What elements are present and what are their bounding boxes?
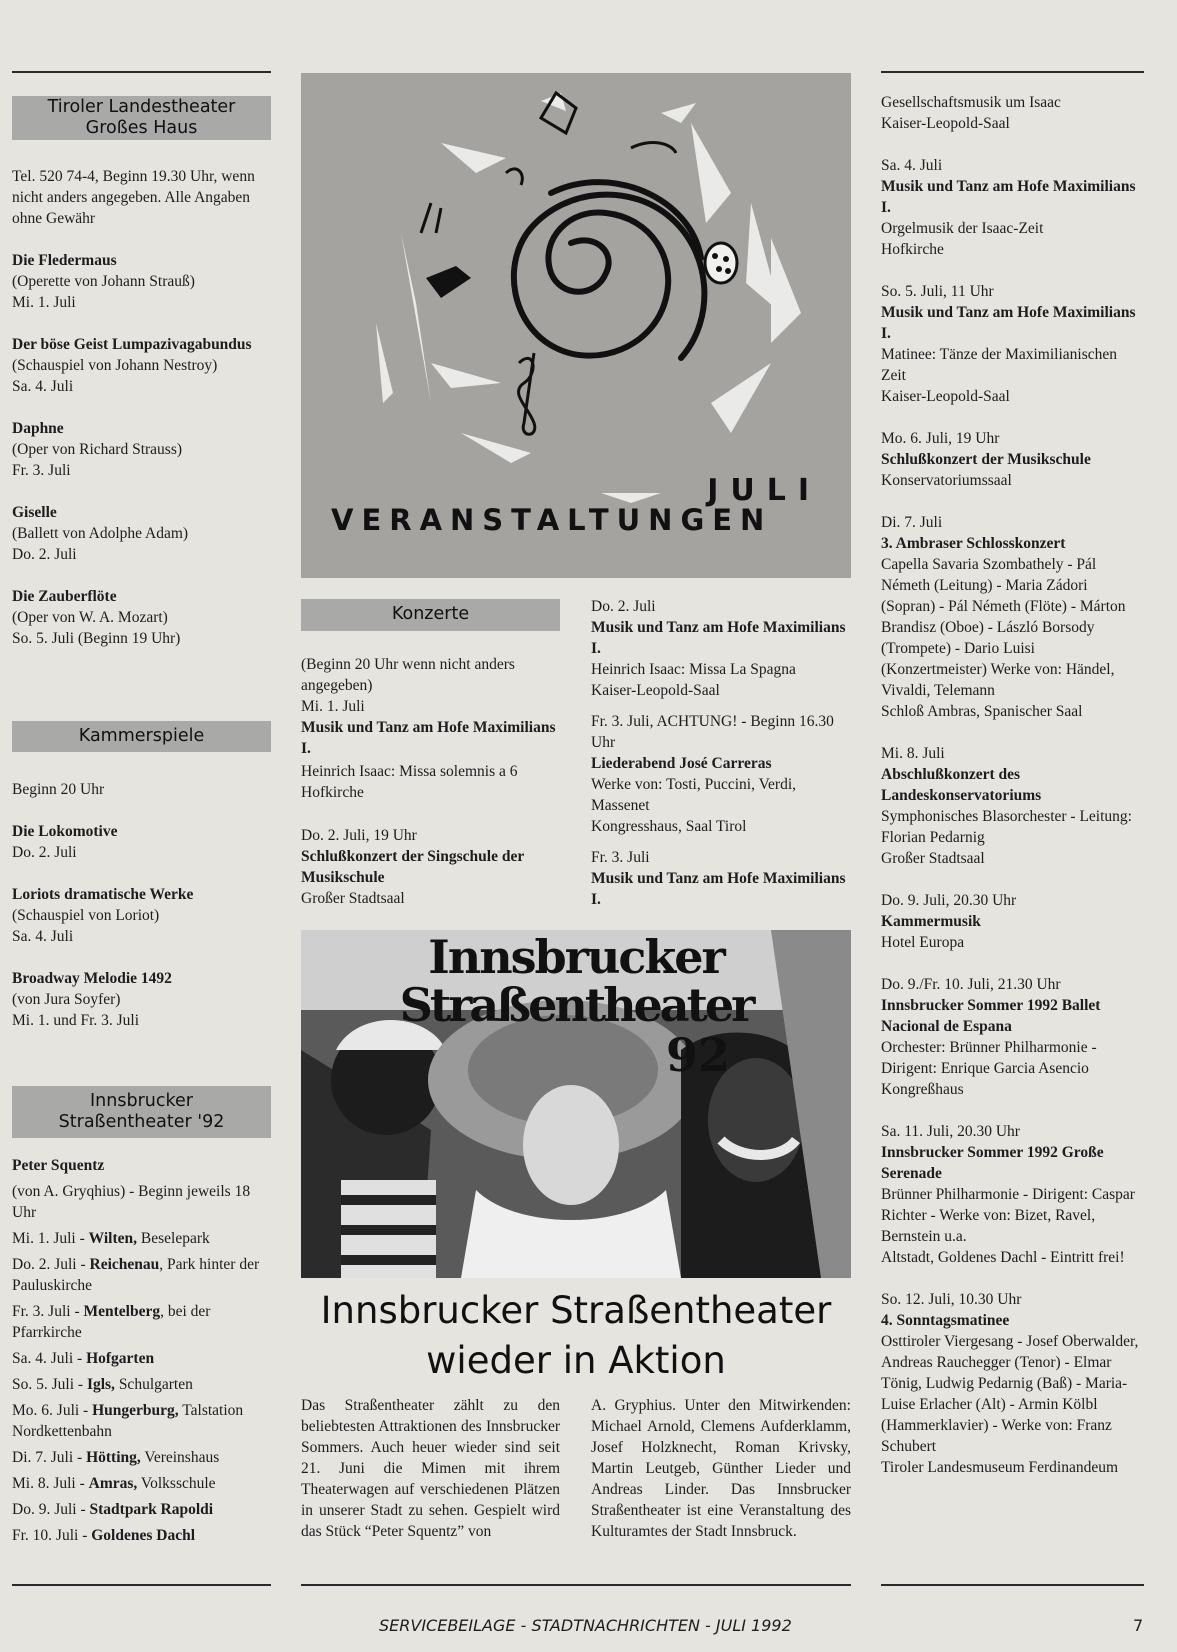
strassen-place: Reichenau <box>89 1256 160 1273</box>
event-loriot <box>12 884 271 947</box>
event-title: Daphne <box>12 420 64 437</box>
strassen-date: Do. 2. Juli - <box>12 1256 90 1273</box>
footer-text: SERVICEBEILAGE - STADTNACHRICHTEN - JULI 1992 <box>379 1616 792 1635</box>
strassen-place: Stadtpark Rapoldi <box>89 1501 214 1518</box>
konzerte-col-a <box>301 599 560 909</box>
konzert-date: Fr. 3. Juli <box>591 849 650 866</box>
strassen-place: Wilten, <box>88 1230 138 1247</box>
strassen-location: , Park hinter der Pauluskirche <box>12 1256 260 1294</box>
strassen-place: Amras, <box>88 1475 138 1492</box>
event-giselle <box>12 502 271 565</box>
strassen-date: Mo. 6. Juli - <box>12 1402 93 1419</box>
theater-intro: Tel. 520 74-4, Beginn 19.30 Uhr, wenn nicht anders angegeben. Alle Angaben ohne Gewähr <box>12 168 255 227</box>
bottom-rule-right <box>881 1584 1144 1586</box>
event-title: Giselle <box>12 504 57 521</box>
konzert-detail: Heinrich Isaac: Missa La Spagna <box>591 661 796 678</box>
right-event-title: Schlußkonzert der Musikschule <box>881 451 1091 468</box>
strassen-place: Hofgarten <box>86 1350 155 1367</box>
strassen-date: Sa. 4. Juli - <box>12 1350 87 1367</box>
strassen-place: Igls, <box>86 1376 115 1393</box>
strassen-dates <box>12 1228 271 1546</box>
strassen-date: Mi. 1. Juli - <box>12 1230 89 1247</box>
strassen-location: Vereinshaus <box>140 1449 220 1466</box>
event-title: Loriots dramatische Werke <box>12 886 194 903</box>
right-event-detail: Schloß Ambras, Spanischer Saal <box>881 703 1083 720</box>
konzert-title: Musik und Tanz am Hofe Maximilians I. <box>591 619 846 657</box>
right-event-detail: Hofkirche <box>881 241 944 258</box>
event-daphne <box>12 418 271 481</box>
strassen-date: Do. 9. Juli - <box>12 1501 90 1518</box>
photo-title-line2: Straßentheater <box>399 978 753 1032</box>
article-headline-line2: wieder in Aktion <box>426 1339 726 1382</box>
strassen-date-item <box>12 1348 271 1369</box>
event-date: Do. 2. Juli <box>12 844 77 861</box>
strassen-date-item <box>12 1228 271 1249</box>
strassen-date: Mi. 8. Juli - <box>12 1475 89 1492</box>
right-event-date: So. 5. Juli, 11 Uhr <box>881 283 994 300</box>
konzert-place: Kongresshaus, Saal Tirol <box>591 818 747 835</box>
right-event <box>881 281 1144 407</box>
bottom-rule-middle <box>301 1584 851 1586</box>
right-event-title: Musik und Tanz am Hofe Maximilians I. <box>881 304 1136 342</box>
theater-heading <box>12 96 271 140</box>
right-event-date: Mi. 8. Juli <box>881 745 945 762</box>
right-event-detail: Altstadt, Goldenes Dachl - Eintritt frei! <box>881 1249 1125 1266</box>
article-headline-line1: Innsbrucker Straßentheater <box>320 1289 832 1332</box>
right-event-detail: Matinee: Tänze der Maximilianischen Zeit <box>881 346 1118 384</box>
right-event-title: Innsbrucker Sommer 1992 Große Serenade <box>881 1144 1104 1182</box>
strassen-place: Goldenes Dachl <box>91 1527 196 1544</box>
event-date: Mi. 1. Juli <box>12 294 76 311</box>
strassen-location: , bei der Pfarrkirche <box>12 1303 211 1341</box>
right-event-detail: Tiroler Landesmuseum Ferdinandeum <box>881 1459 1119 1476</box>
right-event-detail: Kaiser-Leopold-Saal <box>881 115 1010 132</box>
konzert-date: Fr. 3. Juli, ACHTUNG! - Beginn 16.30 Uhr <box>591 713 834 751</box>
konzert-event <box>591 596 851 701</box>
event-fledermaus <box>12 250 271 313</box>
bottom-rule-left <box>12 1584 271 1586</box>
konzert-place: Hofkirche <box>301 784 364 801</box>
event-date: Sa. 4. Juli <box>12 928 74 945</box>
strassen-date-item <box>12 1447 271 1468</box>
konzert-event <box>591 711 851 837</box>
right-event-date: Do. 9./Fr. 10. Juli, 21.30 Uhr <box>881 976 1061 993</box>
konzert-detail: Heinrich Isaac: Missa solemnis a 6 <box>301 763 518 780</box>
event-sub: (Ballett von Adolphe Adam) <box>12 525 189 542</box>
right-event <box>881 428 1144 491</box>
strassen-place: Hungerburg, <box>92 1402 179 1419</box>
kammer-section <box>12 721 271 1031</box>
konzert-title: Musik und Tanz am Hofe Maximilians I. <box>591 870 846 908</box>
strassen-location: Beselepark <box>137 1230 210 1247</box>
event-sub: (von Jura Soyfer) <box>12 991 121 1008</box>
konzerte-col-b <box>591 596 851 910</box>
right-event-detail: Konservatoriumssaal <box>881 472 1012 489</box>
event-lumpazivagabundus <box>12 334 271 397</box>
right-event-detail: Kongreßhaus <box>881 1081 964 1098</box>
konzert-detail: Werke von: Tosti, Puccini, Verdi, Massenet <box>591 776 797 814</box>
page-number: 7 <box>1133 1616 1144 1635</box>
right-event-date: Sa. 11. Juli, 20.30 Uhr <box>881 1123 1020 1140</box>
event-sub: (Oper von W. A. Mozart) <box>12 609 168 626</box>
top-rule-left <box>12 71 271 73</box>
right-column <box>881 92 1144 1499</box>
right-event-date: Sa. 4. Juli <box>881 157 943 174</box>
left-column <box>12 96 271 649</box>
strassen-date: Di. 7. Juli - <box>12 1449 87 1466</box>
event-title: Broadway Melodie 1492 <box>12 970 172 987</box>
event-date: Fr. 3. Juli <box>12 462 71 479</box>
strassen-date-item <box>12 1400 271 1442</box>
right-event-detail: Großer Stadtsaal <box>881 850 985 867</box>
right-event-title: Kammermusik <box>881 913 981 930</box>
konzerte-heading: Konzerte <box>301 599 560 631</box>
strassen-section <box>12 1086 271 1546</box>
right-event-detail: Kaiser-Leopold-Saal <box>881 388 1010 405</box>
event-sub: (Schauspiel von Loriot) <box>12 907 160 924</box>
event-title: Die Fledermaus <box>12 252 117 269</box>
photo-title-line1: Innsbrucker <box>428 930 724 984</box>
konzert-title: Liederabend José Carreras <box>591 755 772 772</box>
theater-heading-line1: Tiroler Landestheater <box>47 97 236 117</box>
right-event-title: 3. Ambraser Schlosskonzert <box>881 535 1066 552</box>
konzert-event <box>301 654 560 803</box>
right-event <box>881 1289 1144 1478</box>
strassen-intro: (von A. Gryqhius) - Beginn jeweils 18 Uhr <box>12 1183 251 1221</box>
right-event <box>881 155 1144 260</box>
article-col-a: Das Straßentheater zählt zu den beliebtesten Attraktionen des Innsbrucker Sommers. Auch heuer wieder sind seit 21. Juni die Mimen mit ihrem Theaterwagen auf verschiedenen Plätzen in unserer Stadt zu sehen. Gespielt wird das Stück “Peter Squentz” von <box>301 1397 560 1540</box>
event-date: Do. 2. Juli <box>12 546 77 563</box>
strassen-date-item <box>12 1499 271 1520</box>
konzert-place: Großer Stadtsaal <box>301 890 405 907</box>
right-event-title: Innsbrucker Sommer 1992 Ballet Nacional de Espana <box>881 997 1101 1035</box>
juli-poster <box>301 73 851 578</box>
event-title: Der böse Geist Lumpazivagabundus <box>12 336 252 353</box>
right-event-detail: Brünner Philharmonie - Dirigent: Caspar Richter - Werke von: Bizet, Ravel, Bernstein u.a. <box>881 1186 1135 1245</box>
right-event <box>881 890 1144 953</box>
kammer-heading: Kammerspiele <box>12 721 271 752</box>
right-event-detail: Gesellschaftsmusik um Isaac <box>881 94 1061 111</box>
article-col-b: A. Gryphius. Unter den Mitwirkenden: Michael Arnold, Clemens Aufderklamm, Josef Holzknecht, Roman Krivsky, Martin Leutgeb, Günther Lieder und Andreas Linder. Das Innsbrucker Straßentheater ist eine Veranstaltung des Kulturamtes der Stadt Innsbruck. <box>591 1397 851 1540</box>
right-event-title: 4. Sonntagsmatinee <box>881 1312 1010 1329</box>
event-date: Mi. 1. und Fr. 3. Juli <box>12 1012 140 1029</box>
right-event-date: Mo. 6. Juli, 19 Uhr <box>881 430 1000 447</box>
event-sub: (Operette von Johann Strauß) <box>12 273 195 290</box>
strassen-heading-line2: Straßentheater '92 <box>58 1112 225 1132</box>
konzert-place: Kaiser-Leopold-Saal <box>591 682 720 699</box>
konzert-date: Mi. 1. Juli <box>301 698 365 715</box>
right-event-detail: Capella Savaria Szombathely - Pál Németh (Leitung) - Maria Zádori (Sopran) - Pál Németh (Flöte) - Márton Brandisz (Oboe) - László Borsody (Trompete) - Dario Luisi (Konzertmeister) Werke von: Händel, Vivaldi, Telemann <box>881 556 1126 699</box>
event-lokomotive <box>12 821 271 863</box>
strassen-date-item <box>12 1525 271 1546</box>
strassen-place: Mentelberg <box>83 1303 161 1320</box>
right-event-date: Di. 7. Juli <box>881 514 943 531</box>
strassen-location: Schulgarten <box>114 1376 193 1393</box>
poster-veranstaltungen: VERANSTALTUNGEN <box>331 503 773 537</box>
strassen-date: Fr. 10. Juli - <box>12 1527 92 1544</box>
strassen-place: Hötting, <box>86 1449 141 1466</box>
right-event <box>881 92 1144 134</box>
right-event-detail: Orchester: Brünner Philharmonie - Dirigent: Enrique Garcia Asencio <box>881 1039 1097 1077</box>
right-event-detail: Osttiroler Viergesang - Josef Oberwalder, Andreas Rauchegger (Tenor) - Elmar Tönig, Ludwig Pedarnig (Baß) - Maria-Luise Erlacher (Alt) - Armin Kölbl (Hammerklavier) - Werke von: Franz Schubert <box>881 1333 1139 1455</box>
konzert-date: Do. 2. Juli, 19 Uhr <box>301 827 417 844</box>
strassen-date: Fr. 3. Juli - <box>12 1303 84 1320</box>
event-title: Die Zauberflöte <box>12 588 117 605</box>
strassen-heading-line1: Innsbrucker <box>90 1091 193 1111</box>
right-event-detail: Hotel Europa <box>881 934 965 951</box>
strassen-date: So. 5. Juli - <box>12 1376 87 1393</box>
mask-icon <box>426 266 471 298</box>
konzert-event <box>301 825 560 909</box>
right-event <box>881 512 1144 722</box>
event-date: Sa. 4. Juli <box>12 378 74 395</box>
right-event-title: Musik und Tanz am Hofe Maximilians I. <box>881 178 1136 216</box>
top-rule-right <box>881 71 1144 73</box>
right-event <box>881 743 1144 869</box>
film-reel-icon <box>705 243 737 283</box>
event-title: Die Lokomotive <box>12 823 118 840</box>
konzert-title: Schlußkonzert der Singschule der Musikschule <box>301 848 524 886</box>
event-zauberfloete <box>12 586 271 649</box>
right-event-date: So. 12. Juli, 10.30 Uhr <box>881 1291 1022 1308</box>
strassen-title: Peter Squentz <box>12 1157 105 1174</box>
right-event-detail: Symphonisches Blasorchester - Leitung: Florian Pedarnig <box>881 808 1132 846</box>
right-event-date: Do. 9. Juli, 20.30 Uhr <box>881 892 1017 909</box>
event-date: So. 5. Juli (Beginn 19 Uhr) <box>12 630 181 647</box>
strassen-heading <box>12 1086 271 1138</box>
konzert-title: Musik und Tanz am Hofe Maximilians I. <box>301 719 556 757</box>
strassen-location: Volksschule <box>137 1475 216 1492</box>
strassen-date-item <box>12 1301 271 1343</box>
right-event <box>881 1121 1144 1268</box>
event-sub: (Schauspiel von Johann Nestroy) <box>12 357 218 374</box>
poster-juli: JULI <box>707 473 821 508</box>
event-sub: (Oper von Richard Strauss) <box>12 441 183 458</box>
strassen-date-item <box>12 1254 271 1296</box>
konzert-pre: (Beginn 20 Uhr wenn nicht anders angegeben) <box>301 656 515 694</box>
strassentheater-photo <box>301 930 851 1278</box>
konzert-date: Do. 2. Juli <box>591 598 656 615</box>
konzert-event <box>591 847 851 910</box>
theater-heading-line2: Großes Haus <box>85 118 198 138</box>
event-broadway <box>12 968 271 1031</box>
strassen-location: Talstation Nordkettenbahn <box>12 1402 244 1440</box>
strassen-date-item <box>12 1374 271 1395</box>
kammer-intro: Beginn 20 Uhr <box>12 781 105 798</box>
right-event-title: Abschlußkonzert des Landeskonservatoriums <box>881 766 1042 804</box>
right-event <box>881 974 1144 1100</box>
strassen-date-item <box>12 1473 271 1494</box>
photo-year: 92 <box>666 1028 731 1082</box>
right-event-detail: Orgelmusik der Isaac-Zeit <box>881 220 1044 237</box>
